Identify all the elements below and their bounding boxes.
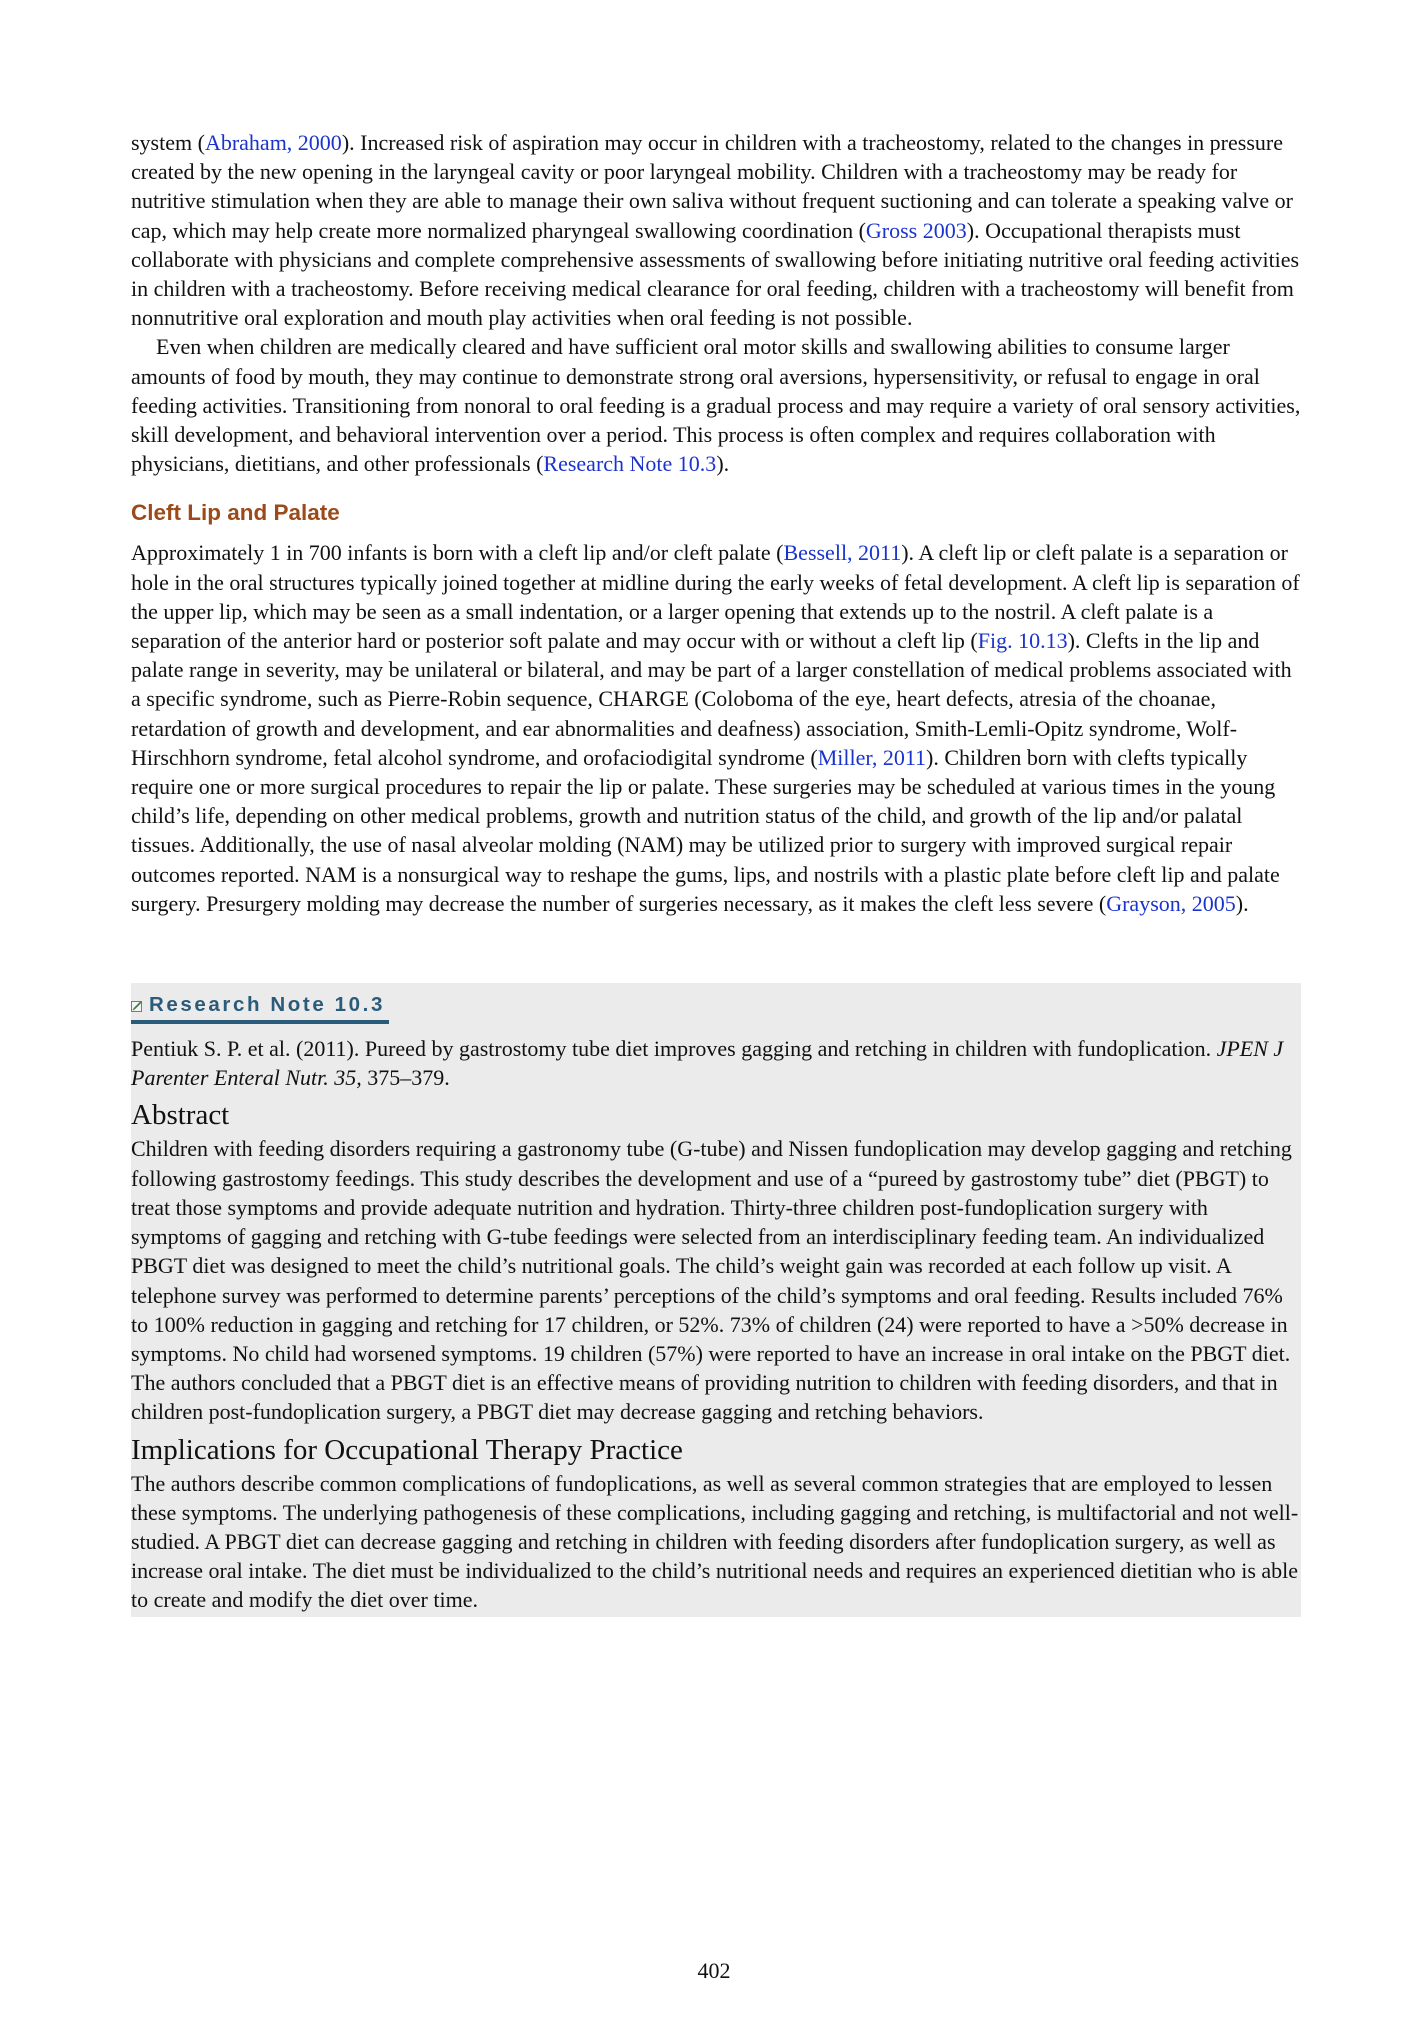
ref-bessell-2011[interactable]: Bessell, 2011 [783, 540, 902, 566]
page-content [131, 128, 1301, 1617]
ref-fig-10-13[interactable]: Fig. 10.13 [977, 628, 1068, 654]
paragraph-transition: Even when children are medically cleared and have sufficient oral motor skills and swallowing abilities to consume larger amounts of food by mouth, they may continue to demonstrate strong oral aversions, hypersensitivity, or refusal to engage in oral feeding activities. Transitioning from nonoral to oral feeding is a gradual process and may require a variety of oral sensory activities, skill development, and behavioral intervention over a period. This process is often complex and requires collaboration with physicians, dietitians, and other professionals (Research Note 10.3). [131, 334, 1301, 477]
abstract-text: Children with feeding disorders requiring a gastronomy tube (G-tube) and Nissen fundoplication may develop gagging and retching following gastrostomy feedings. This study describes the development and use of a “pureed by gastrostomy tube” diet (PBGT) to treat those symptoms and provide adequate nutrition and hydration. Thirty-three children post-fundoplication surgery with symptoms of gagging and retching with G-tube feedings were selected from an interdisciplinary feeding team. An individualized PBGT diet was designed to meet the child’s nutritional goals. The child’s weight gain was recorded at each follow up visit. A telephone survey was performed to determine parents’ perceptions of the child’s symptoms and oral feeding. Results included 76% to 100% reduction in gagging and retching for 17 children, or 52%. 73% of children (24) were reported to have a >50% decrease in symptoms. No child had worsened symptoms. 19 children (57%) were reported to have an increase in oral intake on the PBGT diet. The authors concluded that a PBGT diet is an effective means of providing nutrition to children with feeding disorders, and that in children post-fundoplication surgery, a PBGT diet may decrease gagging and retching behaviors. [131, 1136, 1292, 1425]
paragraph-cleft: Approximately 1 in 700 infants is born with a cleft lip and/or cleft palate (Bessell, 2011). A cleft lip or cleft palate is a separation or hole in the oral structures typically joined together at midline during the early weeks of fetal development. A cleft lip is separation of the upper lip, which may be seen as a small indentation, or a larger opening that extends up to the nostril. A cleft palate is a separation of the anterior hard or posterior soft palate and may occur with or without a cleft lip (Fig. 10.13). Clefts in the lip and palate range in severity, may be unilateral or bilateral, and may be part of a larger constellation of medical problems associated with a specific syndrome, such as Pierre-Robin sequence, CHARGE (Coloboma of the eye, heart defects, atresia of the choanae, retardation of growth and development, and ear abnormalities and deafness) association, Smith-Lemli-Opitz syndrome, Wolf-Hirschhorn syndrome, fetal alcohol syndrome, and orofaciodigital syndrome (Miller, 2011). Children born with clefts typically require one or more surgical procedures to repair the lip or palate. These surgeries may be scheduled at various times in the young child’s life, depending on other medical problems, growth and nutrition status of the child, and growth of the lip and/or palatal tissues. Additionally, the use of nasal alveolar molding (NAM) may be utilized prior to surgery with improved surgical repair outcomes reported. NAM is a nonsurgical way to reshape the gums, lips, and nostrils with a plastic plate before cleft lip and palate surgery. Presurgery molding may decrease the number of surgeries necessary, as it makes the cleft less severe (Grayson, 2005). [131, 540, 1300, 916]
abstract-heading: Abstract [131, 1099, 230, 1132]
section-heading-cleft-lip-palate: Cleft Lip and Palate [131, 500, 340, 526]
ref-abraham-2000[interactable]: Abraham, 2000 [204, 130, 342, 155]
research-note-header [131, 993, 389, 1024]
spacer [131, 918, 1301, 983]
paragraph-tracheostomy: system (Abraham, 2000). Increased risk of aspiration may occur in children with a tracheostomy, related to the changes in pressure created by the new opening in the laryngeal cavity or poor laryngeal mobility. Children with a tracheostomy may be ready for nutritive stimulation when they are able to manage their own saliva without frequent suctioning and can tolerate a speaking valve or cap, which may help create more normalized pharyngeal swallowing coordination (Gross 2003). Occupational therapists must collaborate with physicians and complete comprehensive assessments of swallowing before initiating nutritive oral feeding activities in children with a tracheostomy. Before receiving medical clearance for oral feeding, children with a tracheostomy will benefit from nonnutritive oral exploration and mouth play activities when oral feeding is not possible. [131, 130, 1300, 331]
research-note-citation: Pentiuk S. P. et al. (2011). Pureed by gastrostomy tube diet improves gagging and retching in children with fundoplication. JPEN J Parenter Enteral Nutr. 35, 375–379. [131, 1036, 1284, 1091]
pencil-note-icon [131, 1000, 143, 1012]
research-note-box [131, 983, 1301, 1616]
implications-text: The authors describe common complications of fundoplications, as well as several common strategies that are employed to lessen these symptoms. The underlying pathogenesis of these complications, including gagging and retching, is multifactorial and not well-studied. A PBGT diet can decrease gagging and retching in children with feeding disorders after fundoplication surgery, as well as increase oral intake. The diet must be individualized to the child’s nutritional needs and requires an experienced dietitian who is able to create and modify the diet over time. [131, 1470, 1299, 1613]
ref-research-note-10-3[interactable]: Research Note 10.3 [543, 451, 717, 477]
ref-miller-2011[interactable]: Miller, 2011 [817, 744, 927, 770]
ref-gross-2003[interactable]: Gross 2003 [865, 217, 967, 243]
ref-grayson-2005[interactable]: Grayson, 2005 [1106, 890, 1236, 916]
implications-heading: Implications for Occupational Therapy Practice [131, 1433, 683, 1466]
research-note-title: Research Note 10.3 [149, 993, 385, 1017]
page-number: 402 [697, 1958, 731, 1983]
